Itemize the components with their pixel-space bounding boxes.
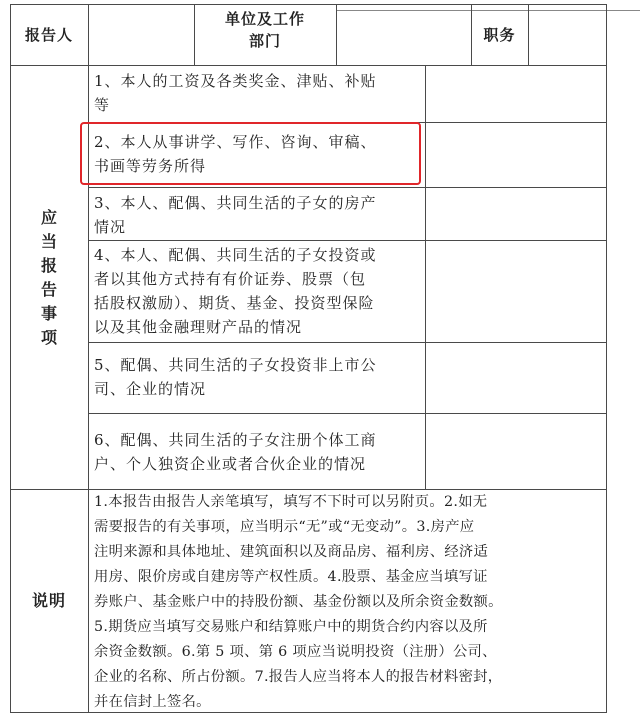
item-2-line: 2、本人从事讲学、写作、咨询、审稿、 bbox=[94, 133, 377, 151]
section-label-char: 报 bbox=[40, 256, 57, 275]
notes-line: 1.本报告由报告人亲笔填写，填写不下时可以另附页。2.如无 bbox=[94, 494, 488, 510]
item-3-line: 3、本人、配偶、共同生活的子女的房产 bbox=[94, 194, 377, 212]
item-1-answer[interactable] bbox=[426, 66, 606, 122]
unit-dept-label-line2: 部门 bbox=[248, 32, 281, 50]
reporter-field[interactable] bbox=[89, 5, 194, 65]
item-1-text bbox=[94, 69, 424, 117]
item-2-answer[interactable] bbox=[426, 123, 606, 187]
rule-label-col bbox=[88, 4, 89, 713]
item-4-line: 者以其他方式持有有价证券、股票（包 bbox=[94, 270, 367, 288]
item-4-answer[interactable] bbox=[426, 241, 606, 342]
item-5-answer[interactable] bbox=[426, 343, 606, 413]
item-5-line: 司、企业的情况 bbox=[94, 380, 207, 398]
item-2-line: 书画等劳务所得 bbox=[94, 157, 207, 175]
section-label-char: 项 bbox=[40, 328, 57, 347]
notes-line: 余资金数额。6.第 5 项、第 6 项应当说明投资（注册）公司、 bbox=[94, 644, 497, 660]
unit-dept-field[interactable] bbox=[337, 11, 471, 65]
notes-text bbox=[94, 490, 602, 715]
section-label-char: 事 bbox=[40, 304, 57, 323]
notes-line: 5.期货应当填写交易账户和结算账户中的期货合约内容以及所 bbox=[94, 619, 488, 635]
item-6-line: 6、配偶、共同生活的子女注册个体工商 bbox=[94, 431, 377, 449]
item-5-text bbox=[94, 353, 424, 401]
notes-line: 需要报告的有关事项，应当明示“无”或“无变动”。3.房产应 bbox=[94, 519, 475, 535]
item-4-line: 4、本人、配偶、共同生活的子女投资或 bbox=[94, 246, 377, 264]
item-4-line: 括股权激励）、期货、基金、投资型保险 bbox=[94, 294, 375, 312]
position-label: 职务 bbox=[483, 26, 516, 44]
reporter-label: 报告人 bbox=[24, 26, 73, 44]
section-label-char: 应 bbox=[40, 208, 57, 227]
item-3-text bbox=[94, 191, 424, 239]
notes-line: 券账户、基金账户中的持股份额、基金份额以及所余资金数额。 bbox=[94, 594, 503, 610]
position-field[interactable] bbox=[529, 5, 606, 65]
section-label-vertical bbox=[36, 206, 62, 350]
item-6-answer[interactable] bbox=[426, 414, 606, 489]
item-6-line: 户、个人独资企业或者合伙企业的情况 bbox=[94, 455, 367, 473]
item-4-line: 以及其他金融理财产品的情况 bbox=[94, 318, 303, 336]
section-label-char: 告 bbox=[40, 280, 57, 299]
rule-right bbox=[606, 4, 607, 713]
item-1-line: 等 bbox=[94, 96, 111, 114]
item-1-line: 1、本人的工资及各类奖金、津贴、补贴 bbox=[94, 72, 377, 90]
notes-line: 用房、限价房或自建房等产权性质。4.股票、基金应当填写证 bbox=[94, 569, 488, 585]
item-3-line: 情况 bbox=[94, 218, 127, 236]
notes-line: 企业的名称、所占份额。7.报告人应当将本人的报告材料密封， bbox=[94, 669, 503, 685]
item-5-line: 5、配偶、共同生活的子女投资非上市公 bbox=[94, 356, 377, 374]
notes-line: 注明来源和具体地址、建筑面积以及商品房、福利房、经济适 bbox=[94, 544, 489, 560]
unit-dept-label bbox=[194, 8, 336, 64]
item-3-answer[interactable] bbox=[426, 188, 606, 240]
notes-line: 并在信封上签名。 bbox=[94, 694, 211, 710]
notes-label: 说明 bbox=[31, 590, 66, 610]
item-2-text bbox=[94, 130, 424, 178]
item-4-text bbox=[94, 243, 424, 339]
item-6-text bbox=[94, 428, 424, 476]
unit-dept-label-line1: 单位及工作 bbox=[224, 10, 305, 28]
section-label-char: 当 bbox=[40, 232, 57, 251]
